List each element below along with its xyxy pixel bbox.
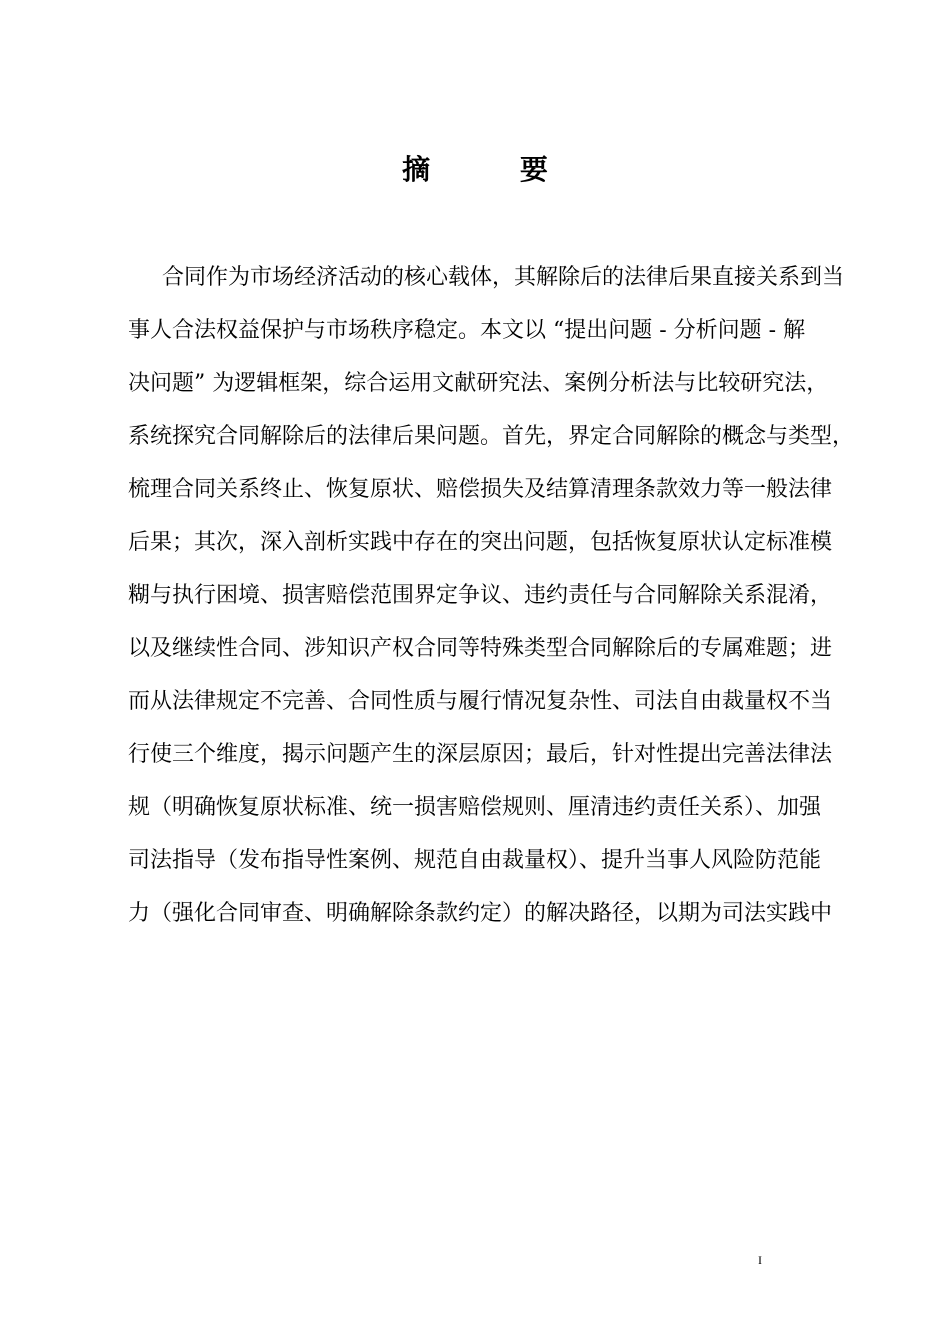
- paragraph-line: 决问题” 为逻辑框架，综合运用文献研究法、案例分析法与比较研究法，: [128, 371, 829, 396]
- paragraph-line: 行使三个维度，揭示问题产生的深层原因；最后，针对性提出完善法律法: [128, 742, 833, 767]
- abstract-body: [128, 256, 863, 945]
- paragraph-line: 糊与执行困境、损害赔偿范围界定争议、违约责任与合同解除关系混淆，: [128, 583, 833, 608]
- paragraph-line: 力（强化合同审查、明确解除条款约定）的解决路径，以期为司法实践中: [128, 901, 833, 926]
- page-number: I: [758, 1253, 762, 1267]
- paragraph-line: 梳理合同关系终止、恢复原状、赔偿损失及结算清理条款效力等一般法律: [128, 477, 833, 502]
- paragraph-line: 司法指导（发布指导性案例、规范自由裁量权）、提升当事人风险防范能: [128, 848, 822, 873]
- paragraph-line: 系统探究合同解除后的法律后果问题。首先，界定合同解除的概念与类型，: [128, 424, 855, 449]
- paragraph-line: 而从法律规定不完善、合同性质与履行情况复杂性、司法自由裁量权不当: [128, 689, 833, 714]
- paragraph-line: 规（明确恢复原状标准、统一损害赔偿规则、厘清违约责任关系）、加强: [128, 795, 822, 820]
- page-title: 摘 要: [402, 153, 588, 186]
- paragraph-line: 后果；其次，深入剖析实践中存在的突出问题，包括恢复原状认定标准模: [128, 530, 833, 555]
- paragraph-line: 事人合法权益保护与市场秩序稳定。本文以 “提出问题 - 分析问题 - 解: [128, 318, 806, 343]
- paragraph-line: 以及继续性合同、涉知识产权合同等特殊类型合同解除后的专属难题；进: [128, 636, 833, 661]
- paragraph-line: 合同作为市场经济活动的核心载体，其解除后的法律后果直接关系到当: [162, 265, 845, 290]
